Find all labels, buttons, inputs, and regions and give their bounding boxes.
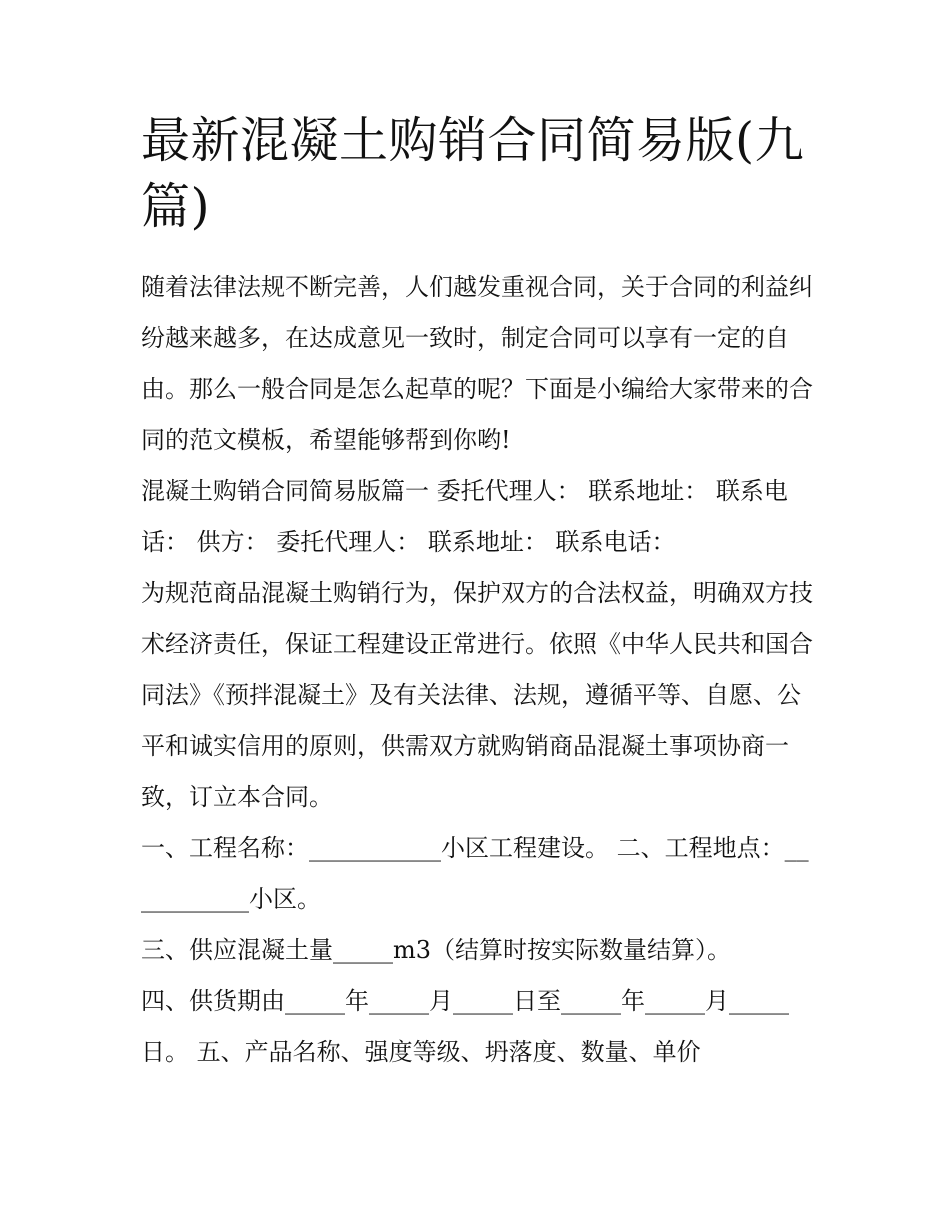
purpose-paragraph: 为规范商品混凝土购销行为，保护双方的合法权益，明确双方技术经济责任，保证工程建设正常进行。依照《中华人民共和国合同法》《预拌混凝土》及有关法律、法规，遵循平等、自愿、公平和诚实信用的原则，供需双方就购销商品混凝土事项协商一致，订立本合同。	[141, 579, 813, 811]
document-body	[141, 262, 813, 1078]
project-name-location-paragraph: 一、工程名称：___________小区工程建设。 二、工程地点：___________小区。	[141, 834, 809, 913]
parties-paragraph: 混凝土购销合同简易版篇一 委托代理人： 联系地址： 联系电话： 供方： 委托代理人： 联系地址： 联系电话：	[141, 477, 788, 556]
supply-period-paragraph: 四、供货期由_____年_____月_____日至_____年_____月_____日。 五、产品名称、强度等级、坍落度、数量、单价	[141, 987, 789, 1066]
document-title: 最新混凝土购销合同简易版(九篇)	[141, 112, 805, 235]
intro-paragraph: 随着法律法规不断完善，人们越发重视合同，关于合同的利益纠纷越来越多，在达成意见一致时，制定合同可以享有一定的自由。那么一般合同是怎么起草的呢？下面是小编给大家带来的合同的范文模板，希望能够帮到你哟!	[141, 273, 813, 454]
concrete-quantity-paragraph: 三、供应混凝土量_____m3（结算时按实际数量结算）。	[141, 936, 732, 964]
document-content	[141, 108, 813, 1078]
